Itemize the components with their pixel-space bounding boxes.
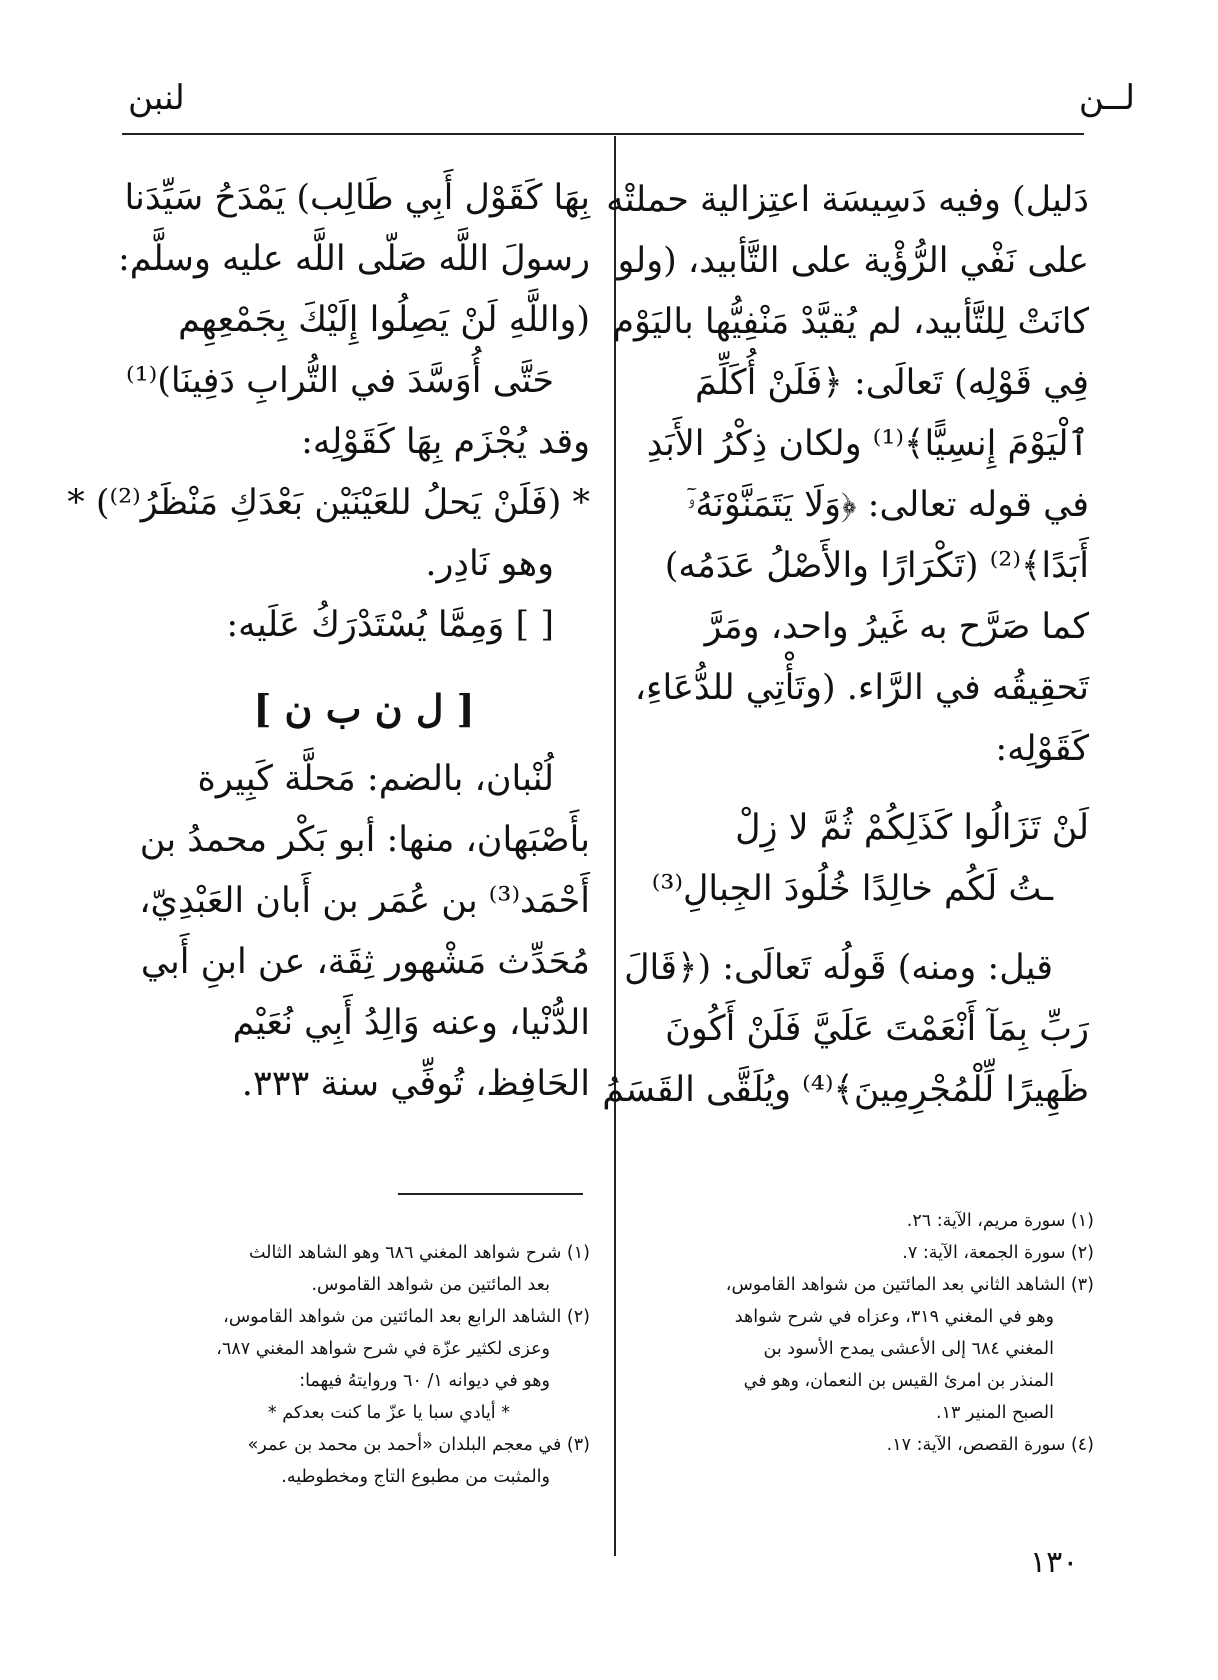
verse-line: حَتَّى أُوَسَّدَ في التُّرابِ دَفِينَا)⁽¹⁾ (125, 361, 554, 401)
footnote-continuation: المنذر بن امرئ القيس بن النعمان، وهو في (743, 1371, 1054, 1391)
footnote: (٢) سورة الجمعة، الآية: ٧. (902, 1243, 1094, 1263)
text-line: دَليل) وفيه دَسِيسَة اعتِزالية حملتْه (606, 180, 1089, 220)
text-line: [ ] وَمِمَّا يُسْتَدْرَكُ عَلَيه: (226, 605, 554, 645)
verse-line: (واللَّهِ لَنْ يَصِلُوا إِلَيْكَ بِجَمْعِهِم (178, 300, 590, 340)
footnote-continuation: بعد المائتين من شواهد القاموس. (311, 1275, 550, 1295)
running-header-left: لنبن (128, 78, 185, 118)
text-line: كانَتْ لِلتَّأبيد، لم يُقيَّدْ مَنْفِيُّها باليَوْم (612, 302, 1089, 342)
text-line: أَبَدًا﴾⁽²⁾ (تَكْرَارًا والأَصْلُ عَدَمُه) (664, 546, 1089, 586)
footnotes-left (132, 1237, 590, 1493)
text-line: قيل: ومنه) قَولُه تَعالَى: (﴿قَالَ (624, 948, 1053, 988)
quran-line: ظَهِيرًا لِّلْمُجْرِمِينَ﴾⁽⁴⁾ ويُلَقَّى القَسَمُ (602, 1070, 1089, 1110)
verse-line: * (فَلَنْ يَحلُ للعَيْنَيْن بَعْدَكِ مَنْظَرُ⁽²⁾) * (67, 483, 590, 523)
verse-line: لَنْ تَزَالُوا كَذَلِكُمْ ثُمَّ لا زِلْ (735, 808, 1089, 848)
footnote-continuation: وعزى لكثير عزّة في شرح شواهد المغني ٦٨٧، (216, 1339, 550, 1359)
text-line: لُنْبان، بالضم: مَحلَّة كَبِيرة (197, 759, 554, 799)
text-line: أَحْمَد⁽³⁾ بن عُمَر بن أَبان العَبْدِيّ، (139, 881, 590, 921)
text-line: ٱلْيَوْمَ إِنسِيًّا﴾⁽¹⁾ ولكان ذِكْرُ الأَبَدِ (646, 424, 1089, 464)
header-rule (122, 133, 1084, 135)
footnote: (١) شرح شواهد المغني ٦٨٦ وهو الشاهد الثالث (248, 1243, 590, 1263)
footnote-continuation: وهو في المغني ٣١٩، وعزاه في شرح شواهد (734, 1307, 1054, 1327)
footnote: (٢) الشاهد الرابع بعد المائتين من شواهد القاموس، (223, 1307, 590, 1327)
text-line: فِي قَوْلِه) تَعالَى: ﴿فَلَنْ أُكَلِّمَ (695, 363, 1089, 403)
right-column (602, 170, 1089, 1121)
footnote-continuation: الصبح المنير ١٣. (936, 1403, 1054, 1423)
footnote: (٣) الشاهد الثاني بعد المائتين من شواهد القاموس، (725, 1275, 1094, 1295)
text-line: كَقَوْلِه: (995, 729, 1089, 769)
text-line: تَحقِيقُه في الرَّاء. (وتَأْتِي للدُّعَاءِ، (634, 668, 1089, 708)
text-line: وقد يُجْزَم بِهَا كَقَوْلِه: (301, 422, 590, 462)
page-number: ١٣٠ (1030, 1545, 1079, 1580)
text-line: بأَصْبَهان، منها: أبو بَكْر محمدُ بن (139, 820, 590, 860)
text-line: مُحَدِّث مَشْهور ثِقَة، عن ابنِ أَبي (140, 942, 590, 982)
text-line: الدُّنْيا، وعنه وَالِدُ أَبِي نُعَيْم (232, 1003, 590, 1043)
entry-heading: [ ل ن ب ن ] (253, 686, 475, 731)
quran-line: رَبِّ بِمَآ أَنْعَمْتَ عَلَيَّ فَلَنْ أَكُونَ (665, 1009, 1089, 1049)
footnote-rule (398, 1193, 583, 1195)
text-line: رسولَ اللَّه صَلّى اللَّه عليه وسلَّم: (117, 239, 590, 279)
running-header-right: لــن (1078, 78, 1135, 118)
verse-line: ـتُ لَكُم خالِدًا خُلُودَ الجِبالِ⁽³⁾ (651, 869, 1053, 909)
text-line: في قوله تعالى: ﴿وَلَا يَتَمَنَّوْنَهُۥٓ (686, 485, 1089, 525)
footnote-verse: * أيادي سبا يا عزّ ما كنت بعدكم * (267, 1403, 510, 1423)
text-line: على نَفْي الرُّؤْية على التَّأبيد، (ولو (617, 241, 1089, 281)
footnote-continuation: والمثبت من مطبوع التاج ومخطوطيه. (281, 1467, 550, 1487)
footnote-continuation: وهو في ديوانه ١/ ٦٠ وروايتهُ فيهما: (299, 1371, 550, 1391)
left-column (67, 168, 590, 1115)
footnote: (٣) في معجم البلدان «أحمد بن محمد بن عمر» (247, 1435, 590, 1455)
footnote-continuation: المغني ٦٨٤ إلى الأعشى يمدح الأسود بن (763, 1339, 1054, 1359)
footnote: (٤) سورة القصص، الآية: ١٧. (886, 1435, 1094, 1455)
footnotes-right (654, 1205, 1094, 1461)
text-line: وهو نَادِر. (425, 544, 554, 584)
text-line: بِهَا كَقَوْل أَبِي طَالِب) يَمْدَحُ سَيِّدَنا (124, 178, 590, 218)
footnote: (١) سورة مريم، الآية: ٢٦. (906, 1211, 1094, 1231)
text-line: الحَافِظ، تُوفِّي سنة ٣٣٣. (241, 1064, 590, 1104)
text-line: كما صَرَّح به غَيرُ واحد، ومَرَّ (704, 607, 1089, 647)
